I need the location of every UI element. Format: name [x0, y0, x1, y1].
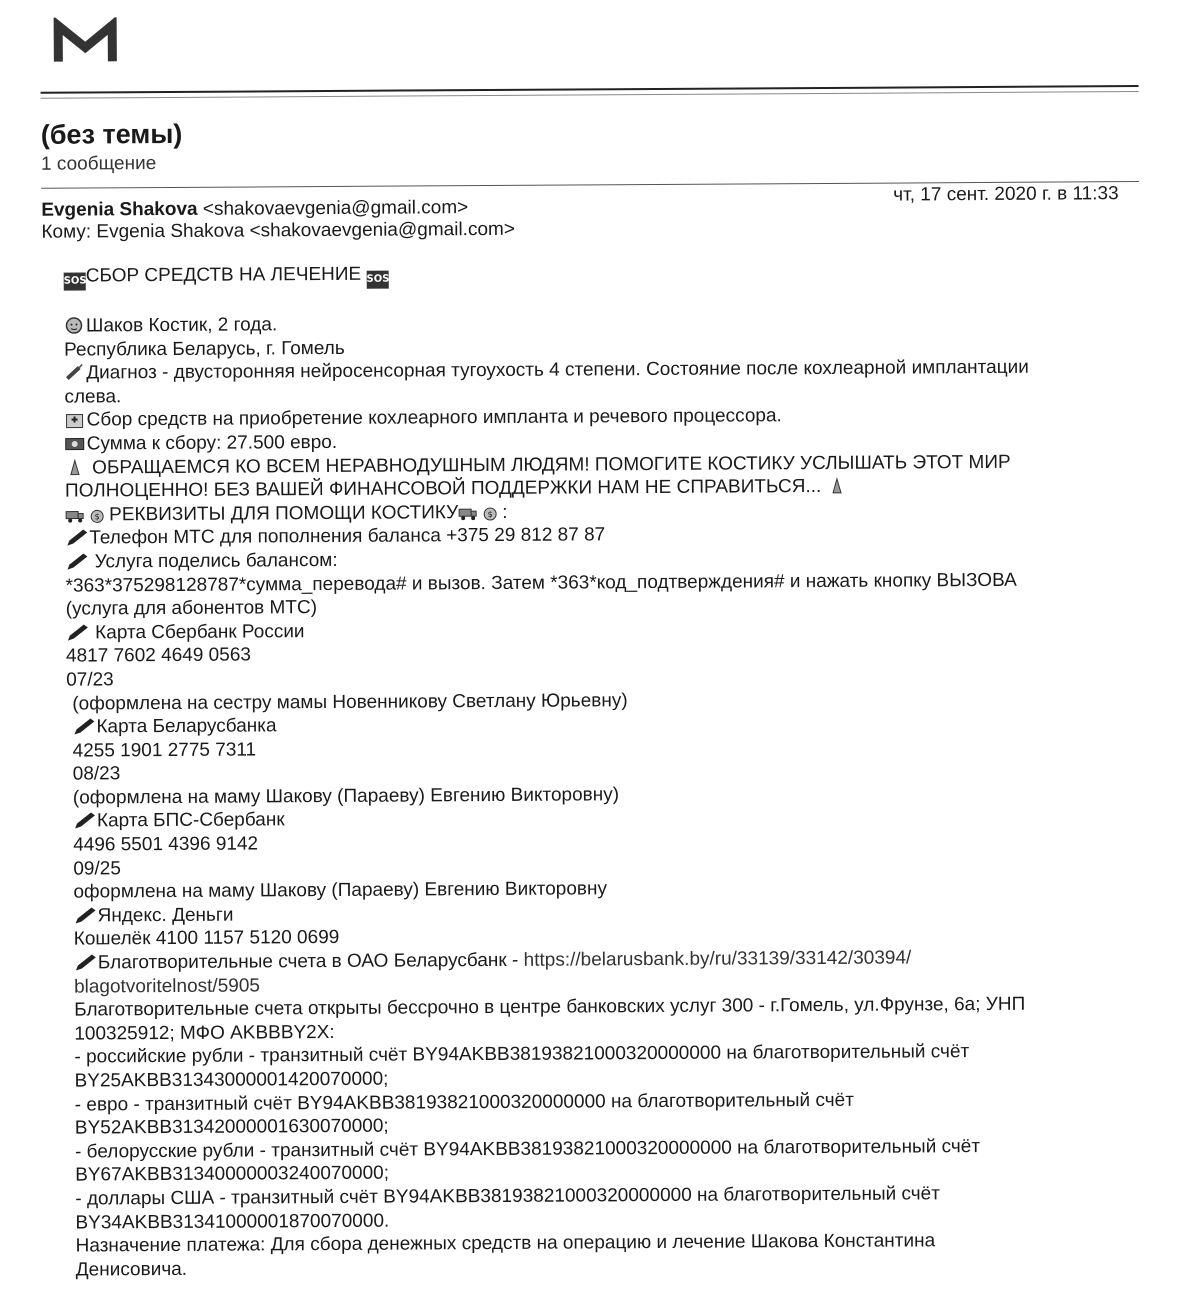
- share-code: *363*375298128787*сумма_перевода# и вызов. Затем *363*код_подтверждения# и нажать кнопку ВЫЗОВА: [65, 569, 1017, 597]
- body-title: SOSСБОР СРЕДСТВ НА ЛЕЧЕНИЕ SOS: [64, 258, 1124, 290]
- share-note: (услуга для абонентов МТС): [65, 597, 318, 620]
- amount: Сумма к сбору: 27.500 евро.: [65, 426, 1125, 456]
- belarus-exp: 08/23: [72, 763, 121, 785]
- sber-owner: (оформлена на сестру мамы Новенникову Светлану Юрьевну): [72, 689, 628, 715]
- appeal: ОБРАЩАЕМСЯ КО ВСЕМ НЕРАВНОДУШНЫМ ЛЮДЯМ! ПОМОГИТЕ КОСТИКУ УСЛЫШАТЬ ЭТОТ МИР: [65, 450, 1125, 480]
- appeal-cont: ПОЛНОЦЕННО! БЕЗ ВАШЕЙ ФИНАНСОВОЙ ПОДДЕРЖКИ НАМ НЕ СПРАВИТЬСЯ...: [65, 473, 1125, 503]
- bps-exp: 09/25: [73, 857, 121, 880]
- details-header: $ РЕКВИЗИТЫ ДЛЯ ПОМОЩИ КОСТИКУ $ :: [65, 497, 1125, 527]
- sos-icon: SOS: [64, 272, 86, 290]
- account-eur: - евро - транзитный счёт BY94AKBB38193821000320000000 на благотворительный счёт: [74, 1089, 854, 1116]
- bps-number: 4496 5501 4396 9142: [73, 833, 259, 856]
- account-byn-target: BY67AKBB31340000003240070000;: [75, 1163, 390, 1186]
- sender-email: <shakovaevgenia@gmail.com>: [202, 197, 469, 220]
- bps-owner: оформлена на маму Шакову (Параеву) Евгению Викторовну: [73, 878, 608, 903]
- pencil-icon: [73, 812, 97, 830]
- purpose: Сбор средств на приобретение кохлеарного импланта и речевого процессора.: [64, 403, 1124, 433]
- charity-link-cont[interactable]: blagotvoritelnost/5905: [73, 975, 261, 998]
- diagnosis-cont: слева.: [64, 386, 122, 408]
- charity-info: Благотворительные счета открыты бессрочно в центре банковских услуг 300 - г.Гомель, ул.Фрунзе, 6а; УНП: [74, 993, 1026, 1021]
- mts-phone: Телефон МТС для пополнения баланса +375 29 812 87 87: [65, 520, 1125, 550]
- charity-link[interactable]: https://belarusbank.by/ru/33139/33142/30394/: [523, 947, 912, 971]
- email-subject: (без темы): [40, 118, 183, 150]
- praying-hands-icon: [827, 477, 847, 495]
- location: Республика Беларусь, г. Гомель: [64, 337, 345, 361]
- sber-exp: 07/23: [66, 669, 114, 691]
- syringe-icon: [64, 364, 84, 382]
- gmail-m-icon: [52, 17, 118, 63]
- message-count: 1 сообщение: [40, 153, 157, 175]
- share-service: Услуга поделись балансом:: [65, 544, 1125, 574]
- pencil-icon: [65, 529, 89, 547]
- money-bag-icon: [480, 503, 500, 521]
- pencil-icon: [65, 552, 89, 570]
- hospital-icon: [65, 411, 85, 429]
- diagnosis: Диагноз - двусторонняя нейросенсорная тугоухость 4 степени. Состояние после кохлеарной имплантации: [64, 355, 1124, 385]
- charity-info-cont: 100325912; МФО AKBBBY2X:: [74, 1021, 335, 1045]
- sender-name: Evgenia Shakova: [41, 198, 198, 221]
- sber-number: 4817 7602 4649 0563: [65, 644, 251, 667]
- svg-text:$: $: [94, 512, 100, 522]
- svg-text:$: $: [487, 509, 493, 519]
- baby-icon: [64, 316, 84, 334]
- praying-hands-icon: [65, 458, 85, 476]
- belarus-owner: (оформлена на маму Шакову (Параеву) Евгению Викторовну): [72, 784, 620, 809]
- recipient-line: Кому: Evgenia Shakova <shakovaevgenia@gmail.com>: [41, 218, 515, 243]
- header-divider: [41, 85, 1139, 99]
- truck-icon: [458, 503, 478, 521]
- pencil-icon: [74, 906, 98, 924]
- account-byn: - белорусские рубли - транзитный счёт BY94AKBB38193821000320000000 на благотворительный счёт: [74, 1135, 981, 1163]
- yandex-wallet: Кошелёк 4100 1157 5120 0699: [73, 927, 340, 951]
- payment-purpose-cont: Денисовича.: [75, 1258, 188, 1281]
- message-date: чт, 17 сент. 2020 г. в 11:33: [893, 183, 1119, 206]
- account-usd: - доллары США - транзитный счёт BY94AKBB38193821000320000000 на благотворительный счёт: [75, 1183, 940, 1210]
- sber-title: Карта Сбербанк России: [66, 615, 1126, 645]
- account-rub-target: BY25AKBB31343000001420070000;: [74, 1068, 389, 1092]
- child-name: Шаков Костик, 2 года.: [64, 308, 1124, 338]
- message-body: [64, 258, 1130, 1282]
- account-eur-target: BY52AKBB31342000001630070000;: [74, 1115, 389, 1139]
- yandex-title: Яндекс. Деньги: [68, 898, 1128, 928]
- pencil-icon: [66, 623, 90, 641]
- charity-title: Благотворительные счета в ОАО Беларусбанк - https://belarusbank.by/ru/33139/33142/30394/: [68, 945, 1128, 975]
- payment-purpose: Назначение платежа: Для сбора денежных средств на операцию и лечение Шакова Константина: [75, 1230, 936, 1257]
- pencil-icon: [72, 718, 96, 736]
- money-icon: [65, 434, 85, 452]
- bps-title: Карта БПС-Сбербанк: [67, 804, 1127, 834]
- account-usd-target: BY34AKBB31341000001870070000.: [75, 1210, 390, 1234]
- belarus-title: Карта Беларусбанка: [66, 709, 1126, 739]
- sender-line: [41, 197, 468, 222]
- pencil-icon: [74, 953, 98, 971]
- account-rub: - российские рубли - транзитный счёт BY94AKBB38193821000320000000 на благотворительный счёт: [74, 1041, 970, 1068]
- sos-icon: SOS: [366, 271, 388, 289]
- truck-icon: [65, 505, 85, 523]
- belarus-number: 4255 1901 2775 7311: [72, 739, 257, 762]
- money-bag-icon: [87, 505, 107, 523]
